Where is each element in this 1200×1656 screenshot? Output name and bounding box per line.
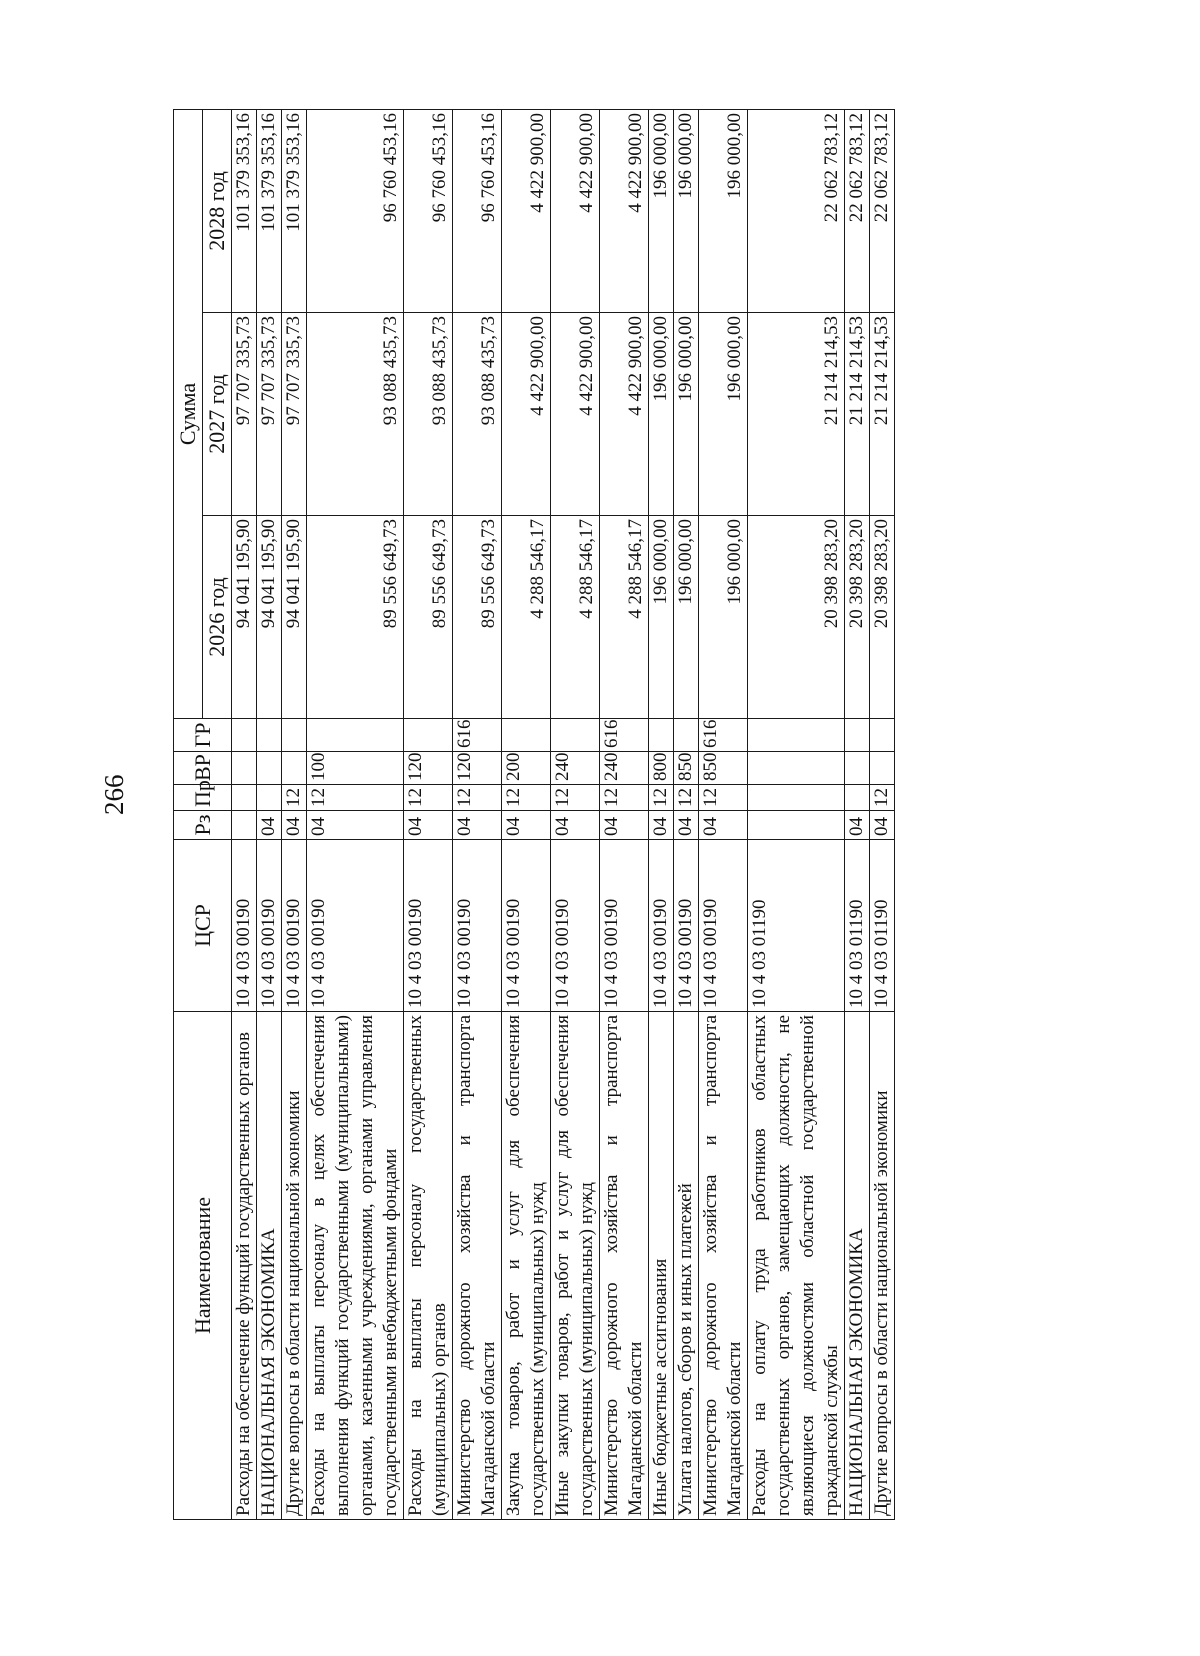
cell-2026: 89 556 649,73	[453, 516, 502, 719]
table-row	[674, 109, 699, 1519]
cell-csr: 10 4 03 00190	[404, 840, 453, 1012]
cell-name: Министерство дорожного хозяйства и транспорта Магаданской области	[600, 1012, 649, 1520]
cell-name: Иные закупки товаров, работ и услуг для обеспечения государственных (муниципальных) нужд	[551, 1012, 600, 1520]
cell-name: НАЦИОНАЛЬНАЯ ЭКОНОМИКА	[845, 1012, 870, 1520]
cell-name: Расходы на обеспечение функций государственных органов	[232, 1012, 257, 1520]
cell-2028: 196 000,00	[649, 109, 674, 312]
cell-name: Другие вопросы в области национальной экономики	[282, 1012, 307, 1520]
cell-2026: 196 000,00	[649, 516, 674, 719]
cell-name: Расходы на выплаты персоналу государственных (муниципальных) органов	[404, 1012, 453, 1520]
table-row	[282, 109, 307, 1519]
cell-vr: 850	[674, 752, 699, 785]
cell-csr: 10 4 03 00190	[257, 840, 282, 1012]
cell-2028: 96 760 453,16	[453, 109, 502, 312]
cell-2027: 4 422 900,00	[502, 313, 551, 516]
table-row	[600, 109, 649, 1519]
cell-rz: 04	[404, 811, 453, 840]
cell-pr: 12	[282, 785, 307, 811]
cell-2026: 89 556 649,73	[307, 516, 404, 719]
cell-csr: 10 4 03 01190	[870, 840, 895, 1012]
cell-csr: 10 4 03 00190	[699, 840, 748, 1012]
cell-2026: 196 000,00	[699, 516, 748, 719]
cell-gr	[502, 719, 551, 752]
cell-gr	[282, 719, 307, 752]
cell-pr: 12	[674, 785, 699, 811]
cell-gr	[649, 719, 674, 752]
cell-2028: 22 062 783,12	[748, 109, 845, 312]
cell-rz: 04	[257, 811, 282, 840]
header-name: Наименование	[174, 1012, 232, 1520]
table-row	[232, 109, 257, 1519]
table-row	[699, 109, 748, 1519]
cell-name: Министерство дорожного хозяйства и транспорта Магаданской области	[453, 1012, 502, 1520]
cell-gr: 616	[600, 719, 649, 752]
cell-csr: 10 4 03 00190	[232, 840, 257, 1012]
cell-2028: 4 422 900,00	[600, 109, 649, 312]
cell-2027: 21 214 214,53	[748, 313, 845, 516]
cell-2028: 101 379 353,16	[232, 109, 257, 312]
cell-csr: 10 4 03 00190	[674, 840, 699, 1012]
cell-vr: 120	[404, 752, 453, 785]
cell-gr	[404, 719, 453, 752]
table-row	[551, 109, 600, 1519]
cell-name: Другие вопросы в области национальной экономики	[870, 1012, 895, 1520]
cell-name: Министерство дорожного хозяйства и транспорта Магаданской области	[699, 1012, 748, 1520]
cell-2026: 94 041 195,90	[257, 516, 282, 719]
header-summa: Сумма	[174, 109, 203, 718]
page-number: 266	[99, 774, 129, 815]
cell-2026: 4 288 546,17	[551, 516, 600, 719]
table-row	[870, 109, 895, 1519]
cell-gr	[748, 719, 845, 752]
cell-pr: 12	[502, 785, 551, 811]
cell-gr: 616	[453, 719, 502, 752]
cell-rz: 04	[600, 811, 649, 840]
header-2028: 2028 год	[203, 109, 232, 312]
cell-2027: 4 422 900,00	[551, 313, 600, 516]
cell-rz: 04	[870, 811, 895, 840]
cell-csr: 10 4 03 00190	[307, 840, 404, 1012]
cell-gr	[674, 719, 699, 752]
cell-pr	[845, 785, 870, 811]
cell-2026: 89 556 649,73	[404, 516, 453, 719]
cell-2027: 93 088 435,73	[307, 313, 404, 516]
cell-2026: 4 288 546,17	[502, 516, 551, 719]
cell-csr: 10 4 03 00190	[551, 840, 600, 1012]
cell-2028: 4 422 900,00	[551, 109, 600, 312]
cell-vr	[232, 752, 257, 785]
table-row	[649, 109, 674, 1519]
cell-csr: 10 4 03 00190	[282, 840, 307, 1012]
cell-pr	[257, 785, 282, 811]
cell-vr	[257, 752, 282, 785]
cell-2028: 22 062 783,12	[870, 109, 895, 312]
cell-rz: 04	[699, 811, 748, 840]
table-row	[307, 109, 404, 1519]
cell-vr	[845, 752, 870, 785]
cell-pr: 12	[649, 785, 674, 811]
cell-gr	[232, 719, 257, 752]
cell-2027: 196 000,00	[674, 313, 699, 516]
cell-2028: 101 379 353,16	[257, 109, 282, 312]
cell-2026: 20 398 283,20	[870, 516, 895, 719]
table-row	[502, 109, 551, 1519]
table-row	[257, 109, 282, 1519]
header-gr: ГР	[174, 719, 232, 752]
cell-pr: 12	[453, 785, 502, 811]
cell-2028: 96 760 453,16	[404, 109, 453, 312]
cell-gr: 616	[699, 719, 748, 752]
cell-2028: 196 000,00	[699, 109, 748, 312]
cell-rz: 04	[845, 811, 870, 840]
cell-vr	[870, 752, 895, 785]
cell-csr: 10 4 03 00190	[453, 840, 502, 1012]
cell-vr: 120	[453, 752, 502, 785]
cell-2027: 21 214 214,53	[870, 313, 895, 516]
cell-pr: 12	[404, 785, 453, 811]
cell-gr	[870, 719, 895, 752]
cell-2028: 4 422 900,00	[502, 109, 551, 312]
cell-name: Уплата налогов, сборов и иных платежей	[674, 1012, 699, 1520]
cell-2027: 21 214 214,53	[845, 313, 870, 516]
cell-rz: 04	[307, 811, 404, 840]
header-2027: 2027 год	[203, 313, 232, 516]
header-csr: ЦСР	[174, 840, 232, 1012]
cell-pr: 12	[600, 785, 649, 811]
cell-2028: 96 760 453,16	[307, 109, 404, 312]
cell-name: Расходы на выплаты персоналу в целях обеспечения выполнения функций государственными (муниципальными) органами, казенными учреждениями, органами управления государственными внебюджетными фондами	[307, 1012, 404, 1520]
cell-gr	[845, 719, 870, 752]
cell-2027: 93 088 435,73	[453, 313, 502, 516]
cell-gr	[307, 719, 404, 752]
cell-vr: 800	[649, 752, 674, 785]
cell-2026: 94 041 195,90	[232, 516, 257, 719]
cell-vr: 240	[600, 752, 649, 785]
table-body	[232, 109, 895, 1519]
cell-pr	[232, 785, 257, 811]
cell-2027: 4 422 900,00	[600, 313, 649, 516]
cell-2026: 196 000,00	[674, 516, 699, 719]
budget-table	[173, 109, 895, 1520]
cell-vr: 200	[502, 752, 551, 785]
cell-vr	[748, 752, 845, 785]
cell-name: Закупка товаров, работ и услуг для обеспечения государственных (муниципальных) нужд	[502, 1012, 551, 1520]
cell-csr: 10 4 03 01190	[748, 840, 845, 1012]
cell-2026: 4 288 546,17	[600, 516, 649, 719]
cell-name: Расходы на оплату труда работников областных государственных органов, замещающих должности, не являющиеся должностями областной государственной гражданской службы	[748, 1012, 845, 1520]
header-rz: Рз	[174, 811, 232, 840]
cell-name: НАЦИОНАЛЬНАЯ ЭКОНОМИКА	[257, 1012, 282, 1520]
cell-vr: 850	[699, 752, 748, 785]
cell-gr	[257, 719, 282, 752]
header-vr: ВР	[174, 752, 232, 785]
cell-csr: 10 4 03 00190	[649, 840, 674, 1012]
budget-table-rotated	[173, 110, 1038, 1520]
cell-rz: 04	[282, 811, 307, 840]
cell-gr	[551, 719, 600, 752]
cell-2027: 196 000,00	[699, 313, 748, 516]
cell-vr	[282, 752, 307, 785]
cell-pr	[748, 785, 845, 811]
cell-2028: 196 000,00	[674, 109, 699, 312]
cell-pr: 12	[699, 785, 748, 811]
cell-2027: 97 707 335,73	[257, 313, 282, 516]
cell-csr: 10 4 03 01190	[845, 840, 870, 1012]
cell-2028: 22 062 783,12	[845, 109, 870, 312]
cell-2027: 93 088 435,73	[404, 313, 453, 516]
cell-csr: 10 4 03 00190	[600, 840, 649, 1012]
cell-2026: 20 398 283,20	[748, 516, 845, 719]
table-row	[748, 109, 845, 1519]
cell-name: Иные бюджетные ассигнования	[649, 1012, 674, 1520]
cell-2026: 20 398 283,20	[845, 516, 870, 719]
cell-rz: 04	[649, 811, 674, 840]
cell-pr: 12	[870, 785, 895, 811]
cell-2026: 94 041 195,90	[282, 516, 307, 719]
cell-2027: 97 707 335,73	[282, 313, 307, 516]
cell-rz	[748, 811, 845, 840]
cell-rz: 04	[674, 811, 699, 840]
cell-rz: 04	[453, 811, 502, 840]
cell-pr: 12	[307, 785, 404, 811]
cell-rz	[232, 811, 257, 840]
cell-vr: 240	[551, 752, 600, 785]
header-pr: Пр	[174, 785, 232, 811]
cell-vr: 100	[307, 752, 404, 785]
table-row	[453, 109, 502, 1519]
cell-2028: 101 379 353,16	[282, 109, 307, 312]
cell-2027: 196 000,00	[649, 313, 674, 516]
cell-2027: 97 707 335,73	[232, 313, 257, 516]
cell-rz: 04	[551, 811, 600, 840]
cell-pr: 12	[551, 785, 600, 811]
cell-csr: 10 4 03 00190	[502, 840, 551, 1012]
cell-rz: 04	[502, 811, 551, 840]
table-row	[845, 109, 870, 1519]
header-2026: 2026 год	[203, 516, 232, 719]
table-row	[404, 109, 453, 1519]
